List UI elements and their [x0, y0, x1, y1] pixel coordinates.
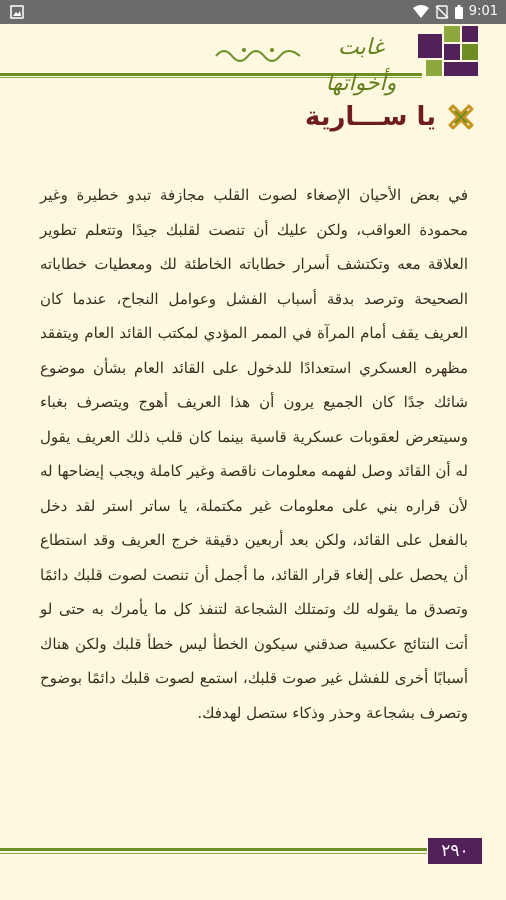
knot-icon: [446, 102, 476, 132]
chapter-title: [305, 100, 476, 134]
page-number-badge: ٢٩٠: [428, 838, 482, 864]
status-time: 9:01: [468, 4, 498, 19]
no-sim-icon: [435, 5, 449, 19]
image-icon: [10, 5, 24, 19]
book-logo: [418, 26, 486, 78]
footer-rule: [0, 848, 427, 851]
book-header: [0, 24, 506, 96]
wifi-icon: [413, 5, 429, 19]
book-title: غابت وأخواتها: [325, 35, 397, 96]
status-bar: [0, 0, 506, 24]
header-ornament: [214, 42, 304, 62]
chapter-body-text: في بعض الأحيان الإصغاء لصوت القلب مجازفة تبدو خطيرة وغير محمودة العواقب، ولكن عليك أن تنصت لقلبك جيدًا وتتعلم تطوير العلاقة معه وتكتشف أسرار خطاباته الخاطئة لك ومعطيات خطاباته الصحيحة وترصد بدقة أسباب الفشل وعوامل النجاح، عندما كان العريف يقف أمام المرآة في الممر المؤدي لمكتب القائد العام ويتفقد مظهره العسكري استعدادًا للدخول على القائد العام بشأن موضوع شائك جدًا كان الجميع يرون أن هذا العريف أهوج ويتصرف بغباء وسيتعرض لعقوبات عسكرية قاسية بينما كان قلب ذلك العريف يقول له أن القائد وصل لفهمه معلومات ناقصة وغير كاملة ويجب إيضاحها له لأن قراره بني على معلومات غير مكتملة، يا ساتر استر لقد دخل بالفعل على القائد، ولكن بعد أربعين دقيقة خرج العريف وقد استطاع أن يحصل على إلغاء قرار القائد، ما أجمل أن تنصت لصوت قلبك دائمًا وتصدق ما يقوله لك وتمتلك الشجاعة لتنفذ كل ما يأمرك به حتى لو أتت النتائج عكسية صدقني سيكون الخطأ ليس خطأ قلبك ولكن هناك أسبابًا أخرى للفشل غير صوت قلبك، استمع لصوت قلبك دائمًا بوضوح وتصرف بشجاعة وحذر وذكاء ستصل لهدفك.: [40, 186, 468, 722]
chapter-title-text: يا ســـارية: [304, 102, 436, 132]
footer-rule-thin: [0, 853, 427, 854]
page-footer: [0, 838, 506, 868]
battery-icon: [455, 5, 463, 19]
